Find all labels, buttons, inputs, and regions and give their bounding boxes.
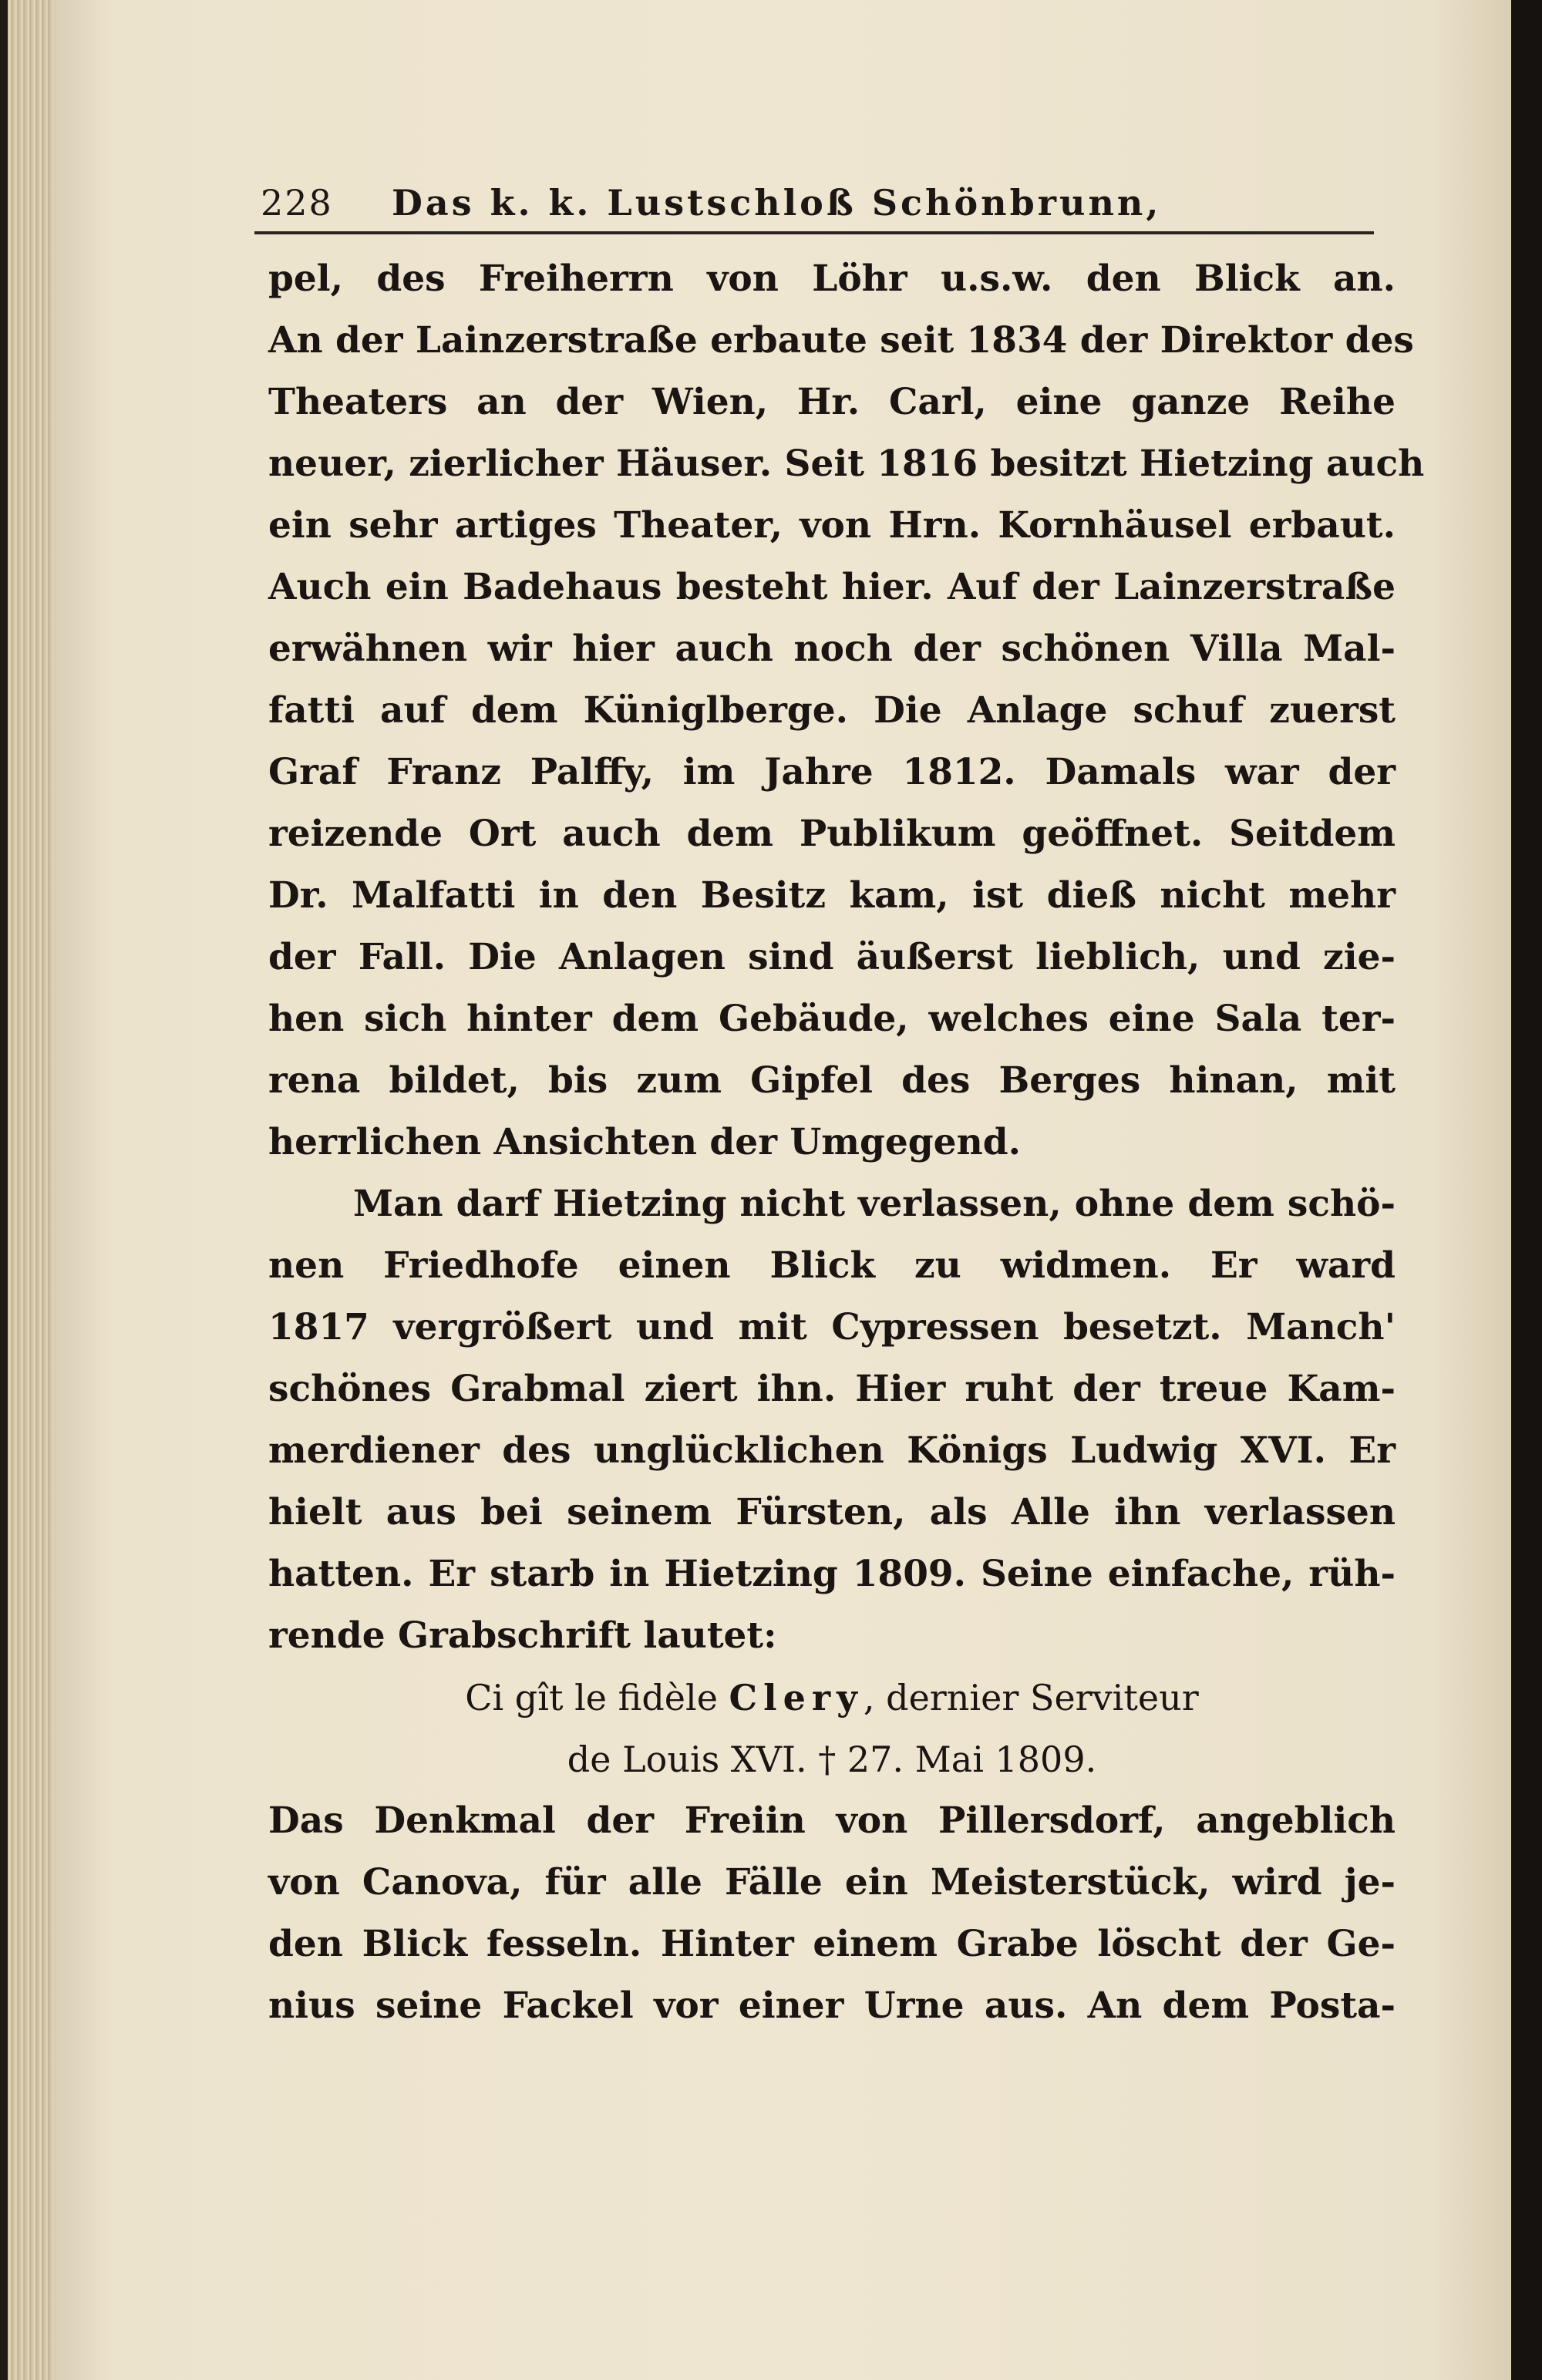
text-line: schönes Grabmal ziert ihn. Hier ruht der treue Kam-: [268, 1368, 1396, 1410]
text-line: Das Denkmal der Freiin von Pillersdorf, angeblich: [268, 1799, 1396, 1842]
text-line: merdiener des unglücklichen Königs Ludwig XVI. Er: [268, 1429, 1396, 1472]
text-line: den Blick fesseln. Hinter einem Grabe löscht der Ge-: [268, 1923, 1396, 1965]
text-line: nen Friedhofe einen Blick zu widmen. Er ward: [268, 1244, 1396, 1287]
text-line: Dr. Malfatti in den Besitz kam, ist dieß nicht mehr: [268, 874, 1396, 917]
page-body: [268, 248, 1425, 2037]
page-number: 228: [261, 182, 333, 224]
epitaph-text: , dernier Serviteur: [863, 1677, 1199, 1719]
text-line: hen sich hinter dem Gebäude, welches eine Sala ter-: [268, 998, 1396, 1040]
text-line: der Fall. Die Anlagen sind äußerst lieblich, und zie-: [268, 936, 1396, 978]
epitaph-inscription: [268, 1667, 1396, 1790]
text-line: rena bildet, bis zum Gipfel des Berges hinan, mit: [268, 1059, 1396, 1102]
text-line: Man darf Hietzing nicht verlassen, ohne dem schö-: [353, 1183, 1396, 1225]
page-header: [261, 182, 1377, 231]
running-title: Das k. k. Lustschloß Schönbrunn,: [392, 182, 1162, 224]
text-line: erwähnen wir hier auch noch der schönen Villa Mal-: [268, 628, 1396, 670]
paragraph-2: [268, 1173, 1396, 1667]
text-line: von Canova, für alle Fälle ein Meisterstück, wird je-: [268, 1861, 1396, 1904]
text-line: ein sehr artiges Theater, von Hrn. Kornhäusel erbaut.: [268, 504, 1396, 547]
text-line: nius seine Fackel vor einer Urne aus. An dem Posta-: [268, 1984, 1396, 2027]
text-line: reizende Ort auch dem Publikum geöffnet. Seitdem: [268, 813, 1396, 855]
text-line: Graf Franz Palffy, im Jahre 1812. Damals war der: [268, 751, 1396, 793]
text-line: herrlichen Ansichten der Umgegend.: [268, 1121, 1021, 1163]
text-line: hatten. Er starb in Hietzing 1809. Seine einfache, rüh-: [268, 1553, 1396, 1595]
text-line: An der Lainzerstraße erbaute seit 1834 der Direktor des: [268, 319, 1414, 362]
paragraph-3: [268, 1790, 1396, 2037]
text-line: hielt aus bei seinem Fürsten, als Alle ihn verlassen: [268, 1491, 1396, 1533]
header-rule: [254, 231, 1374, 234]
binding-shadow: [1511, 0, 1542, 2380]
text-line: pel, des Freiherrn von Löhr u.s.w. den Blick an.: [268, 258, 1396, 300]
epitaph-name: Clery: [729, 1677, 864, 1719]
text-line: neuer, zierlicher Häuser. Seit 1816 besitzt Hietzing auch: [268, 443, 1425, 485]
epitaph-line-1: [268, 1667, 1396, 1729]
epitaph-text: Ci gît le fidèle: [465, 1677, 729, 1719]
text-line: Auch ein Badehaus besteht hier. Auf der Lainzerstraße: [268, 566, 1396, 608]
text-line: rende Grabschrift lautet:: [268, 1614, 777, 1657]
text-line: 1817 vergrößert und mit Cypressen besetzt. Manch': [268, 1306, 1396, 1348]
epitaph-line-2: de Louis XVI. † 27. Mai 1809.: [567, 1739, 1097, 1780]
paragraph-1: [268, 248, 1425, 1173]
text-line: fatti auf dem Küniglberge. Die Anlage schuf zuerst: [268, 689, 1396, 732]
text-line: Theaters an der Wien, Hr. Carl, eine ganze Reihe: [268, 381, 1396, 423]
